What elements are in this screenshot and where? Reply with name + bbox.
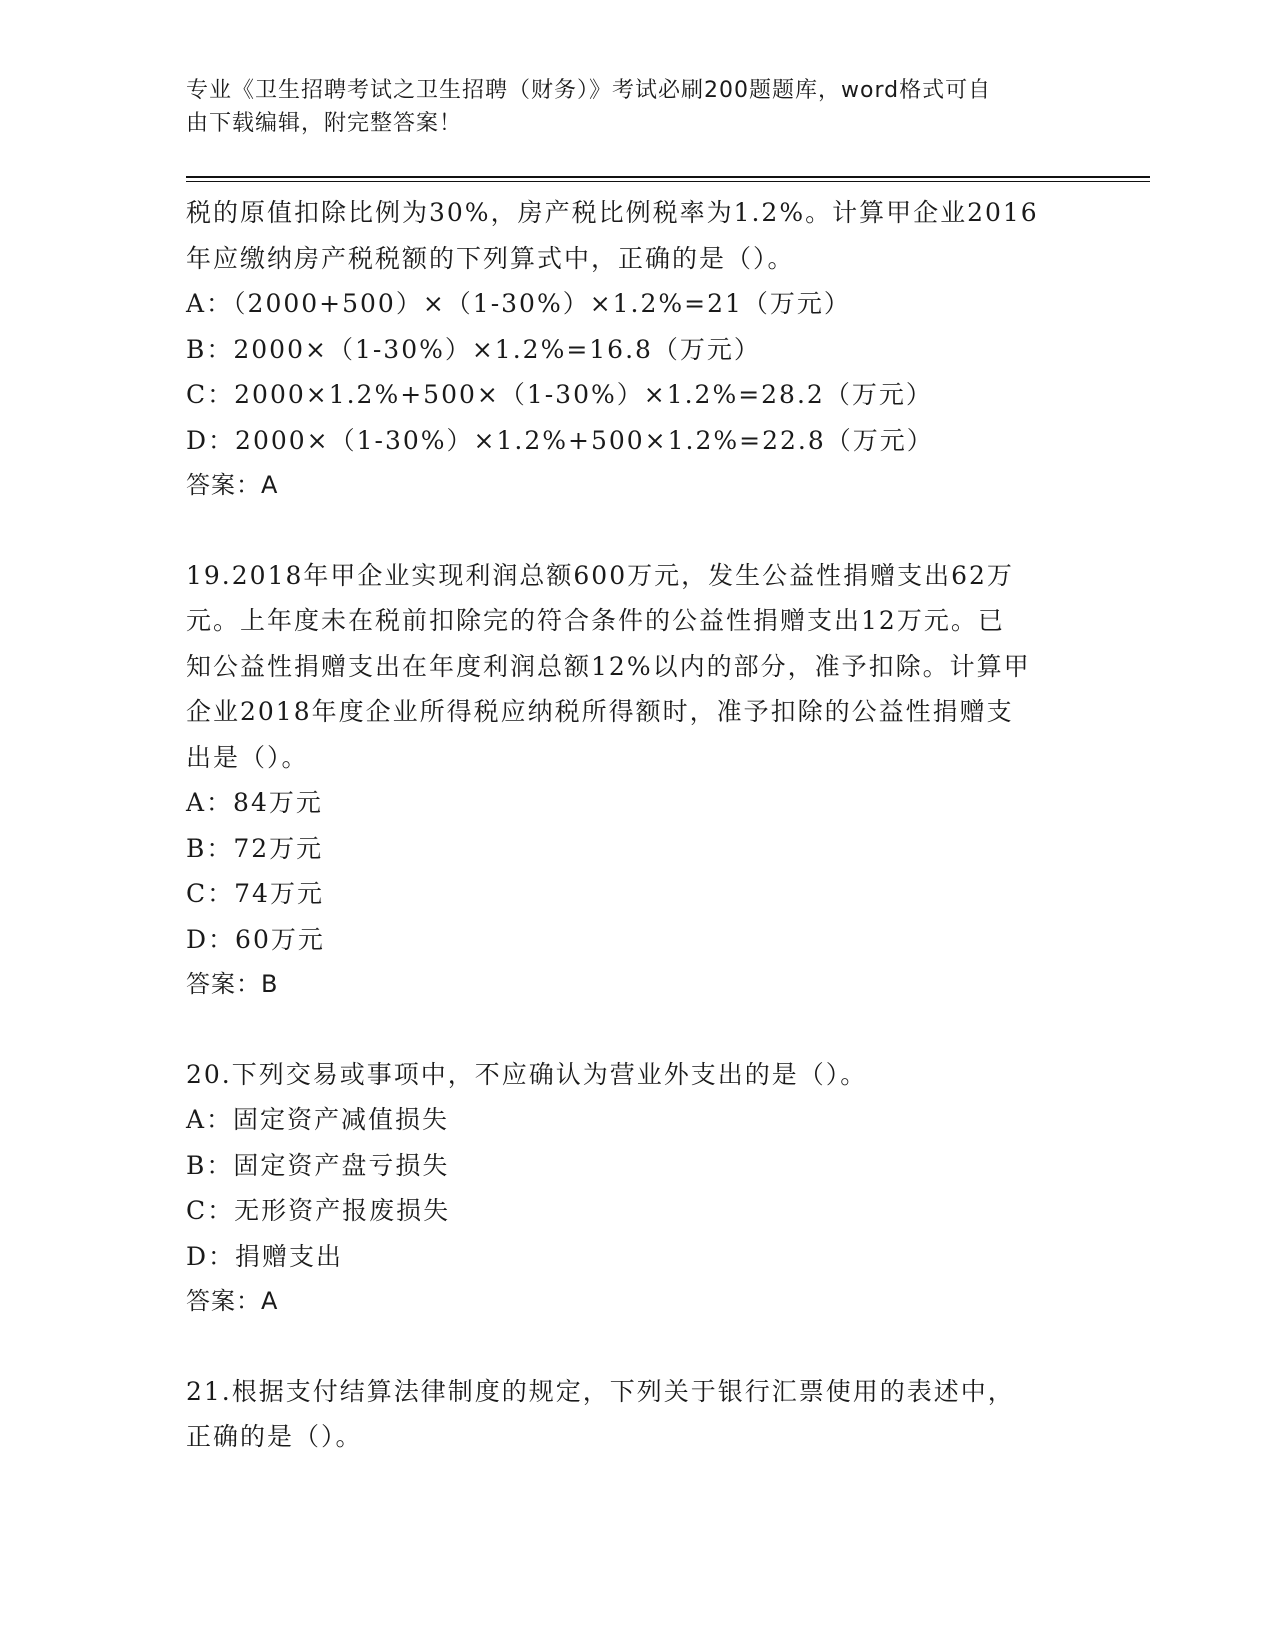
question-list xyxy=(186,190,1086,1460)
question-stem-line: 企业2018年度企业所得税应纳税所得额时，准予扣除的公益性捐赠支 xyxy=(186,697,1014,726)
option-c: C：无形资产报废损失 xyxy=(186,1196,451,1225)
paragraph-gap xyxy=(186,509,1086,553)
paragraph-gap xyxy=(186,1325,1086,1369)
option-a: A：84万元 xyxy=(186,788,323,817)
answer-line: 答案：B xyxy=(186,970,279,998)
question-stem-line: 21.根据支付结算法律制度的规定，下列关于银行汇票使用的表述中， xyxy=(186,1376,1015,1406)
answer-line: 答案：A xyxy=(186,1287,279,1315)
option-a: A：固定资产减值损失 xyxy=(186,1105,450,1134)
option-d: D：2000×（1-30%）×1.2%+500×1.2%=22.8（万元） xyxy=(186,425,934,455)
header-line-1: 专业《卫生招聘考试之卫生招聘（财务）》考试必刷200题题库，word格式可自 xyxy=(186,78,992,103)
question-stem-line: 年应缴纳房产税税额的下列算式中，正确的是（）。 xyxy=(186,243,795,273)
question-19 xyxy=(186,553,1086,1008)
question-stem-line: 知公益性捐赠支出在年度利润总额12%以内的部分，准予扣除。计算甲 xyxy=(186,651,1031,681)
option-d: D：捐赠支出 xyxy=(186,1241,344,1271)
option-c: C：74万元 xyxy=(186,879,324,908)
question-stem-line: 出是（）。 xyxy=(186,742,309,772)
paragraph-gap xyxy=(186,1008,1086,1052)
option-d: D：60万元 xyxy=(186,924,325,954)
question-stem-line: 20.下列交易或事项中，不应确认为营业外支出的是（）。 xyxy=(186,1059,868,1089)
question-21 xyxy=(186,1369,1086,1460)
question-18 xyxy=(186,190,1086,509)
header-divider-thin xyxy=(186,181,1150,182)
option-b: B：固定资产盘亏损失 xyxy=(186,1150,450,1180)
question-20 xyxy=(186,1052,1086,1325)
option-b: B：72万元 xyxy=(186,833,324,863)
document-header xyxy=(186,74,1066,140)
question-stem-line: 19.2018年甲企业实现利润总额600万元，发生公益性捐赠支出62万 xyxy=(186,560,1014,590)
question-stem-line: 税的原值扣除比例为30%，房产税比例税率为1.2%。计算甲企业2016 xyxy=(186,198,1039,227)
answer-line: 答案：A xyxy=(186,471,279,499)
header-line-2: 由下载编辑，附完整答案！ xyxy=(186,111,463,136)
option-b: B：2000×（1-30%）×1.2%=16.8（万元） xyxy=(186,334,761,364)
header-divider-thick xyxy=(186,176,1150,178)
question-stem-line: 正确的是（）。 xyxy=(186,1422,363,1451)
option-c: C：2000×1.2%+500×（1-30%）×1.2%=28.2（万元） xyxy=(186,380,933,409)
question-stem-line: 元。上年度未在税前扣除完的符合条件的公益性捐赠支出12万元。已 xyxy=(186,606,1005,635)
option-a: A：（2000+500）×（1-30%）×1.2%=21（万元） xyxy=(186,289,851,318)
